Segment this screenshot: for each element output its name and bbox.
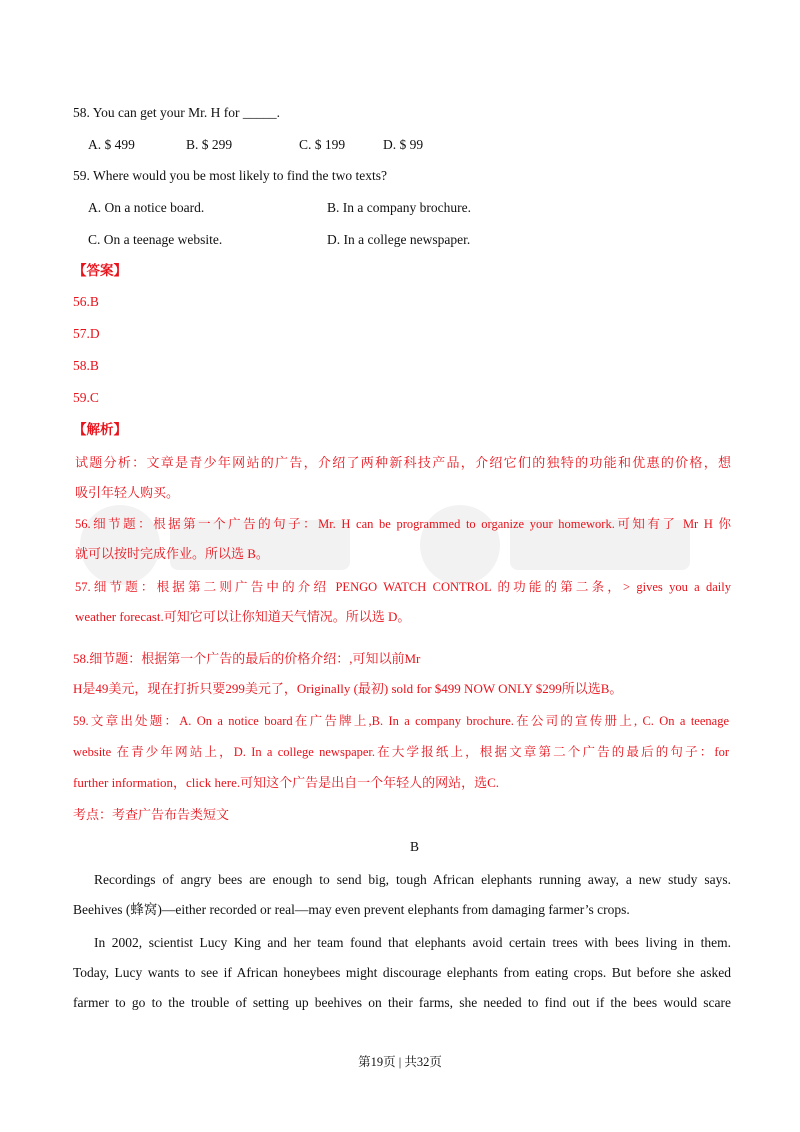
question-58-stem: 58. You can get your Mr. H for _____. [73, 105, 280, 120]
passage-b-p1-line-1: Recordings of angry bees are enough to send big, tough African elephants running away, a new study says. [94, 872, 731, 887]
answer-58: 58.B [73, 358, 99, 373]
page-number-footer: 第19页 | 共32页 [358, 1055, 442, 1069]
q59-option-b: B. In a company brochure. [327, 200, 471, 215]
kaodian-note: 考点：考查广告布告类短文 [73, 807, 230, 822]
passage-b-p1-line-2: Beehives (蜂窝)—either recorded or real—may even prevent elephants from damaging farmer’s crops. [73, 902, 630, 917]
answer-57: 57.D [73, 326, 100, 341]
answer-59: 59.C [73, 390, 99, 405]
q58-option-b: B. $ 299 [186, 137, 233, 152]
analysis-57-line-1: 57.细节题：根据第二则广告中的介绍 PENGO WATCH CONTROL 的功能的第二条，> gives you a daily [75, 580, 731, 594]
analysis-57-line-2: weather forecast.可知它可以让你知道天气情况。所以选 D。 [75, 609, 411, 624]
q58-option-d: D. $ 99 [383, 137, 424, 152]
analysis-58-line-1: 58.细节题：根据第一个广告的最后的价格介绍：,可知以前Mr [73, 651, 421, 666]
analysis-56-line-2: 就可以按时完成作业。所以选 B。 [75, 546, 269, 561]
analysis-59-line-2: website 在青少年网站上，D. In a college newspaper.在大学报纸上，根据文章第二个广告的最后的句子：for [73, 745, 729, 759]
passage-b-heading: B [410, 839, 420, 854]
question-59-stem: 59. Where would you be most likely to find the two texts? [73, 168, 387, 183]
analysis-59-line-3: further information，click here.可知这个广告是出自一个年轻人的网站，选C. [73, 775, 500, 790]
analysis-summary-line-2: 吸引年轻人购买。 [75, 485, 180, 500]
q58-option-a: A. $ 499 [88, 137, 135, 152]
answer-56: 56.B [73, 294, 99, 309]
q59-option-d: D. In a college newspaper. [327, 232, 471, 247]
answers-heading: 【答案】 [73, 263, 127, 278]
analysis-59-line-1: 59.文章出处题：A. On a notice board在广告牌上,B. In a company brochure.在公司的宣传册上, C. On a teenage [73, 714, 729, 728]
passage-b-p2-line-3: farmer to go to the trouble of setting up beehives on their farms, she needed to find out if the bees would scare [73, 995, 731, 1010]
q59-option-a: A. On a notice board. [88, 200, 205, 215]
passage-b-p2-line-1: In 2002, scientist Lucy King and her team found that elephants avoid certain trees with bees living in them. [94, 935, 731, 950]
analysis-58-line-2: H是49美元，现在打折只要299美元了，Originally (最初) sold for $499 NOW ONLY $299所以选B。 [73, 681, 623, 696]
passage-b-p2-line-2: Today, Lucy wants to see if African honeybees might discourage elephants from eating crops. But before she asked [73, 965, 731, 980]
q58-option-c: C. $ 199 [299, 137, 346, 152]
analysis-summary-line-1: 试题分析：文章是青少年网站的广告，介绍了两种新科技产品，介绍它们的独特的功能和优惠的价格，想 [75, 455, 731, 470]
analysis-56-line-1: 56.细节题：根据第一个广告的句子：Mr. H can be programmed to organize your homework.可知有了 Mr H 你 [75, 517, 731, 531]
analysis-heading: 【解析】 [73, 422, 127, 437]
q59-option-c: C. On a teenage website. [88, 232, 223, 247]
